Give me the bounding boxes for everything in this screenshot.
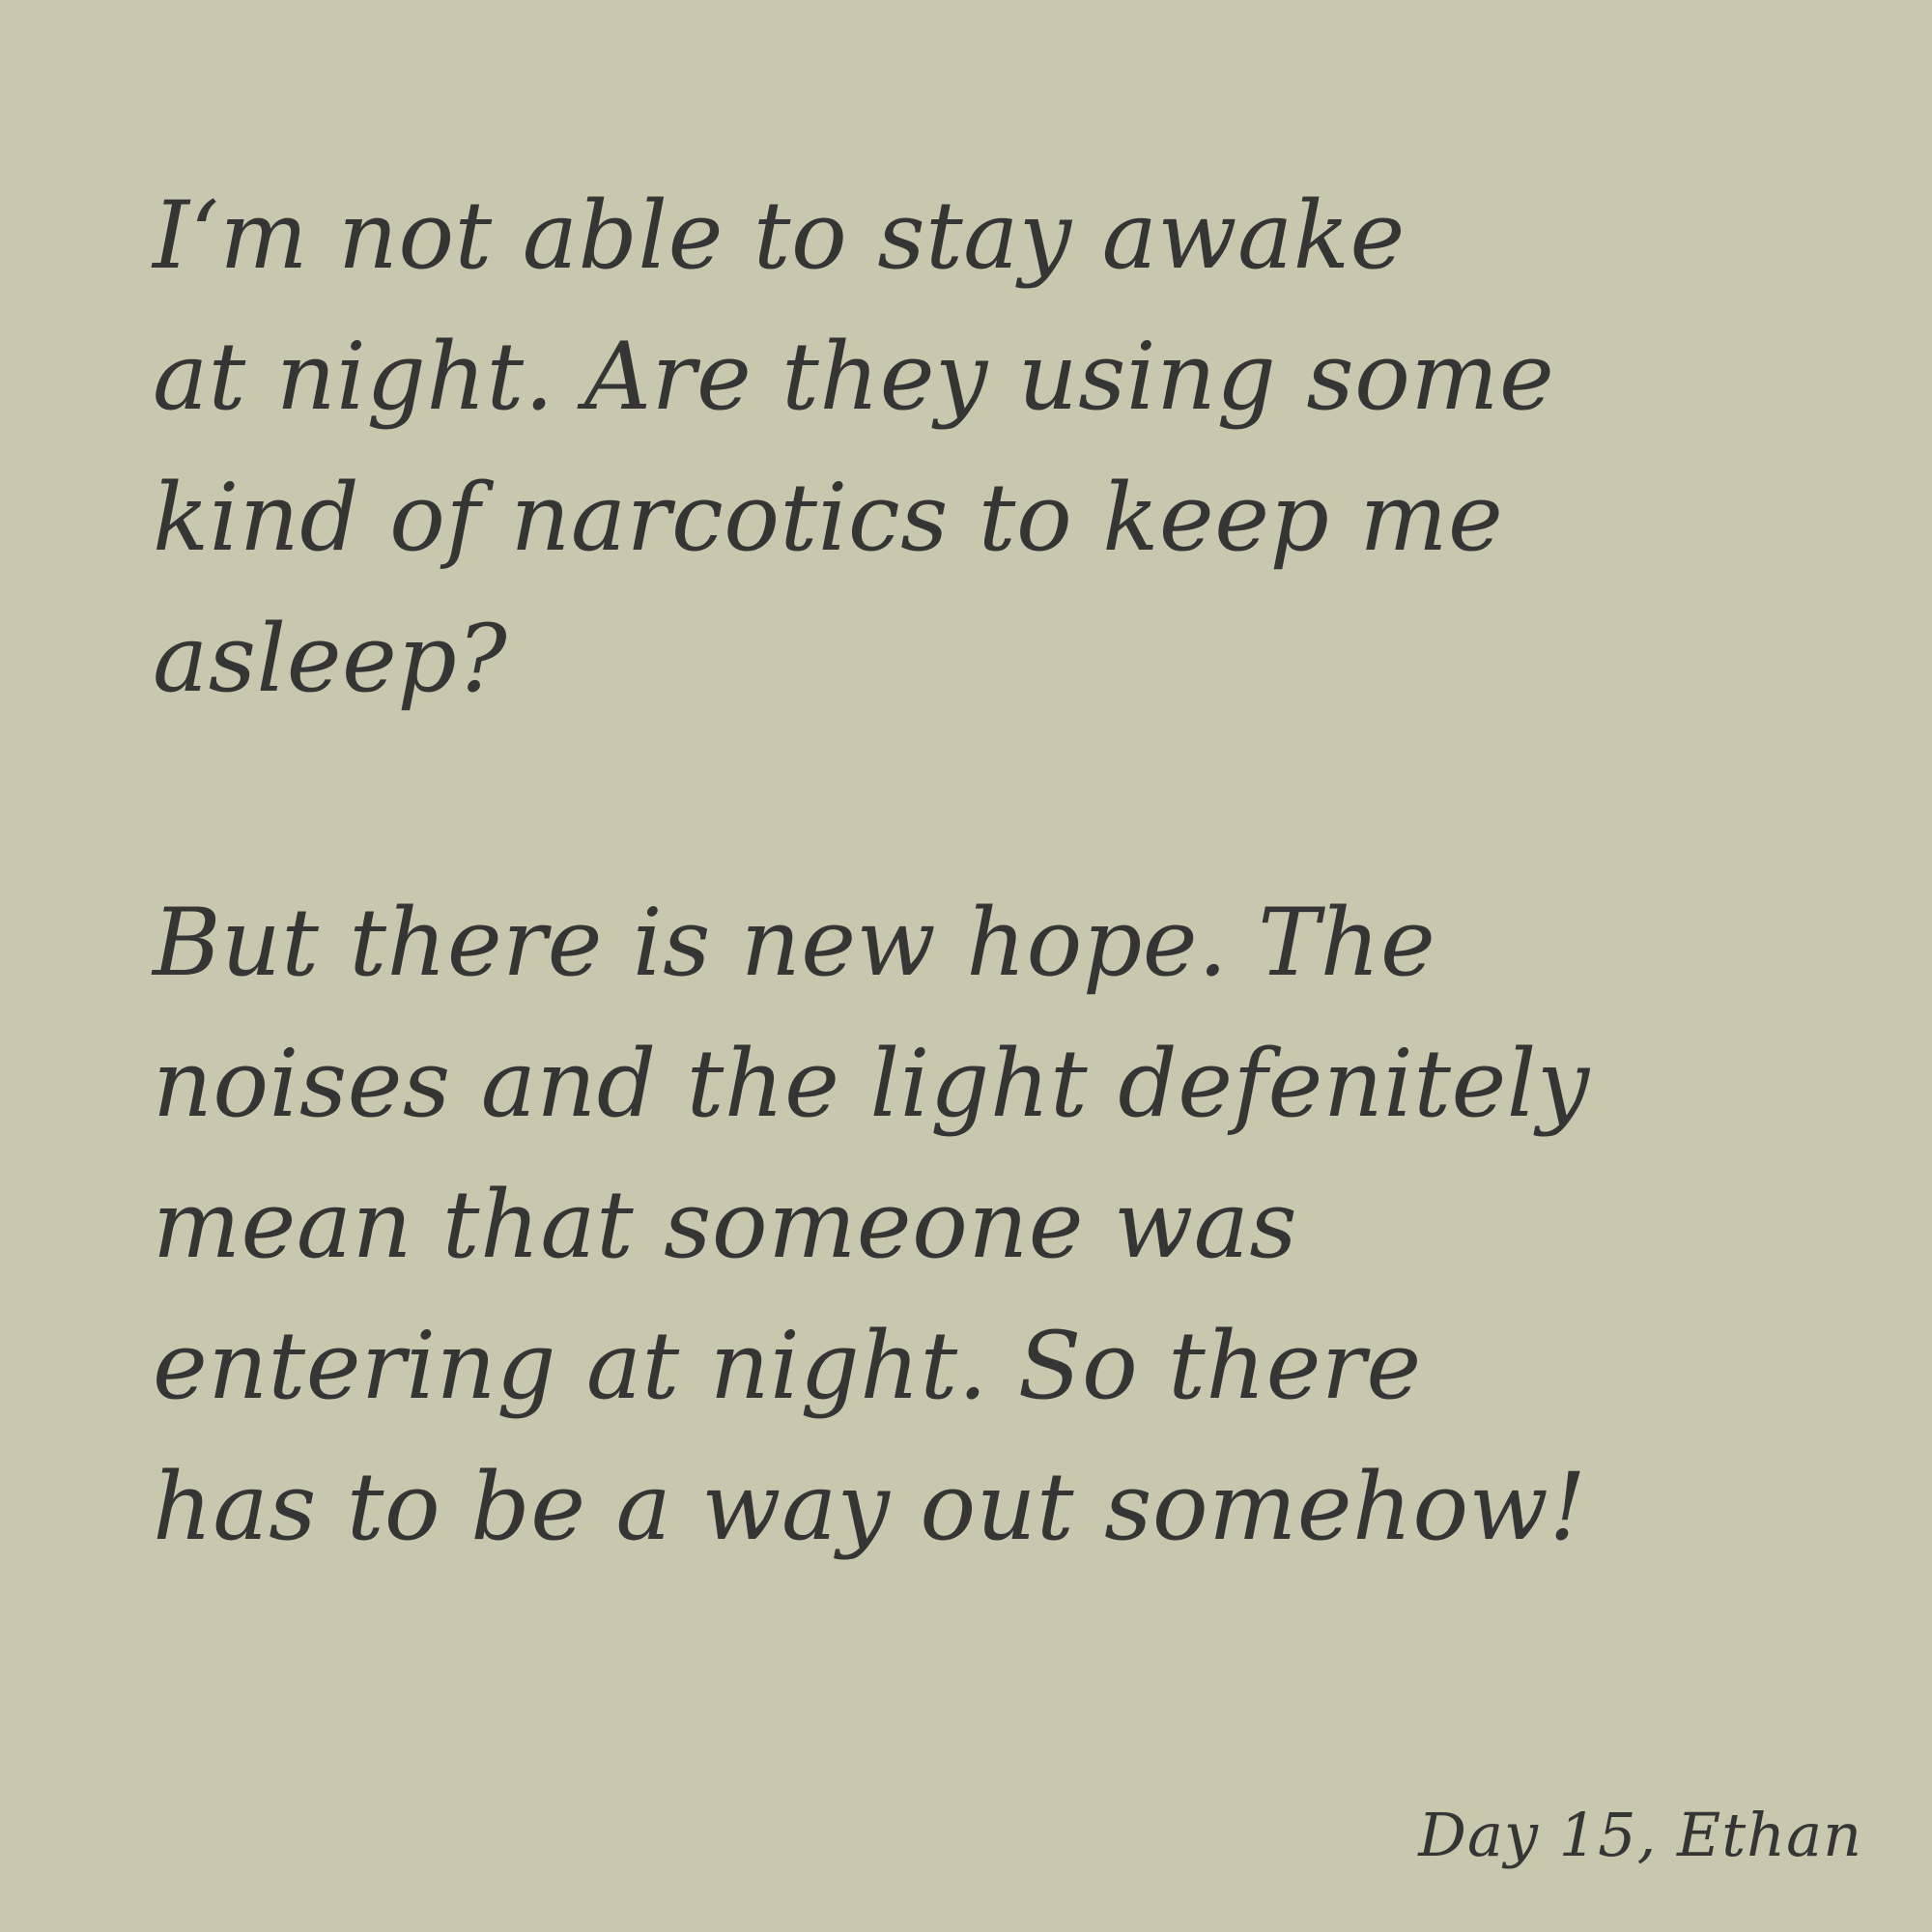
note-line: asleep? — [153, 605, 508, 713]
note-line: entering at night. So there — [153, 1312, 1422, 1420]
note-line: at night. Are they using some — [153, 323, 1555, 431]
note-line: has to be a way out somehow! — [153, 1453, 1587, 1561]
day-signature: Day 15, Ethan — [1418, 1800, 1862, 1870]
note-line: noises and the light defenitely — [153, 1030, 1590, 1138]
note-line: I‘m not able to stay awake — [153, 182, 1406, 290]
note-line: kind of narcotics to keep me — [153, 464, 1504, 572]
note-line: But there is new hope. The — [153, 889, 1436, 997]
note-line: mean that someone was — [153, 1171, 1298, 1279]
